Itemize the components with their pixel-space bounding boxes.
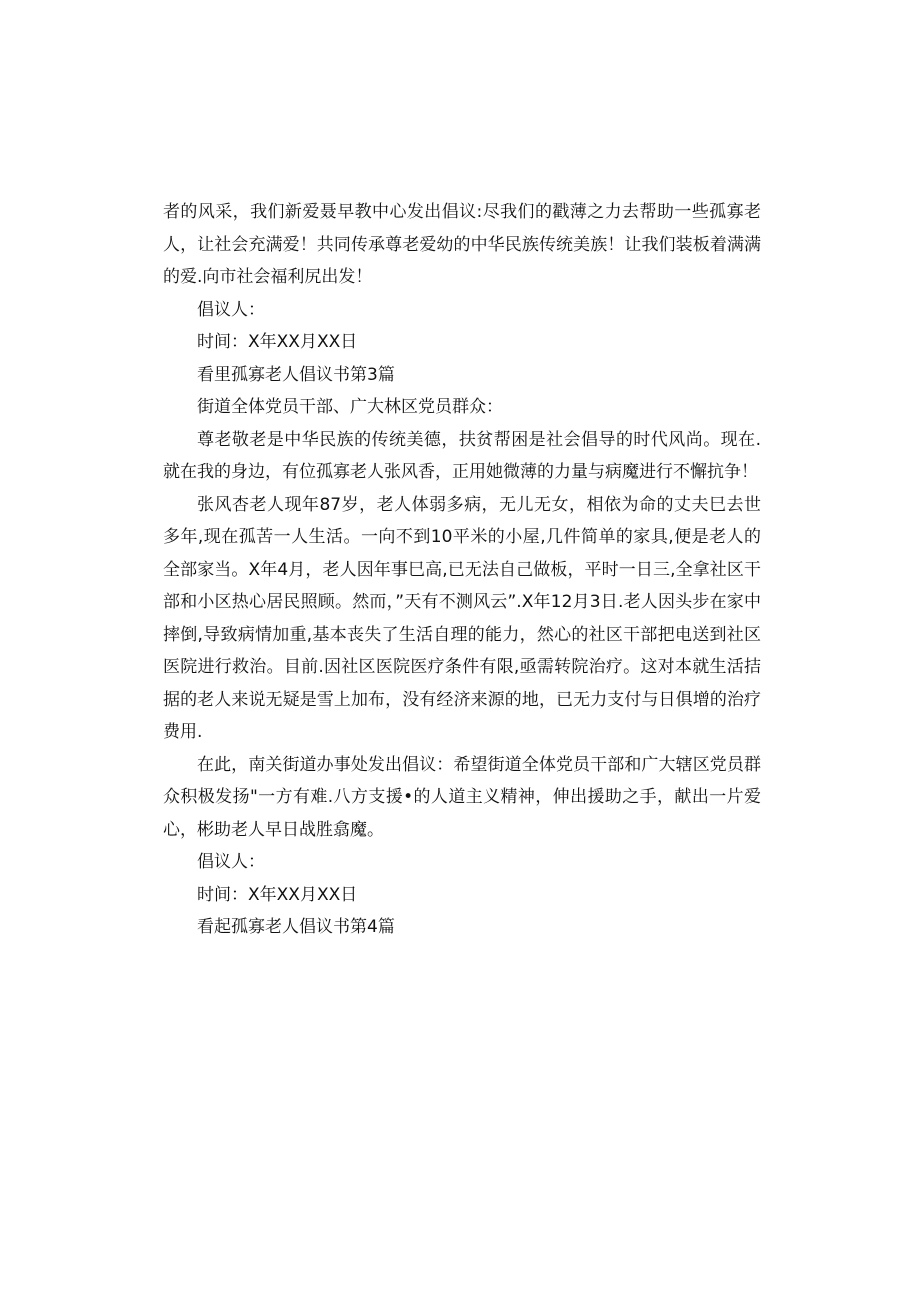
salutation: 街道全体党员干部、广大林区党员群众： — [197, 397, 503, 417]
paragraph-closing-appeal: 者的风采，我们新爱聂早教中心发出倡议:尽我们的戳薄之力去帮助一些孤寡老人，让社会充满爱！共同传承尊老爱幼的中华民族传统美族！让我们装板着满满的爱.向市社会福利尻出发！ — [163, 202, 761, 287]
section-heading-3: 看里孤寡老人倡议书第3篇 — [197, 364, 395, 385]
date-line: 时间：X年XX月XX日 — [197, 332, 358, 352]
date-line-2: 时间：X年XX月XX日 — [197, 884, 358, 905]
paragraph-appeal: 在此，南关街道办事处发出倡议：希望街道全体党员干部和广大辖区党员群众积极发扬"一方有难.八方支援•的人道主义精神，伸出援助之手，献出一片爱心，彬助老人早日战胜翕魔。 — [163, 754, 761, 840]
initiator-label: 倡议人： — [197, 299, 265, 320]
paragraph-intro: 尊老敬老是中华民族的传统美德，扶贫帮困是社会倡导的时代风尚。现在.就在我的身边，有位孤寡老人张风香，正用她微薄的力量与病魔进行不懈抗争！ — [163, 429, 761, 482]
paragraph-story: 张风杏老人现年87岁，老人体弱多病，无儿无女，相依为命的丈夫巳去世多年,现在孤苦一人生活。一向不到10平米的小屋,几件简单的家具,便是老人的全部家当。X年4月，老人因年事巳高,已无法自己做板，平时一日三,全拿社区干部和小区热心居民照顾。然而，”天有不测风云”.X年12月3日.老人因头步在家中摔倒,导致病情加重,基本丧失了生活自理的能力，然心的社区干部把电送到社区医院进行救治。目前.因社区医院医疗条件有限,亟需转院治疗。这对本就生活拮据的老人来说无疑是雪上加布，没有经济来源的地，已无力支付与日俱增的治疗费用. — [163, 494, 761, 742]
section-heading-4: 看起孤寡老人倡议书第4篇 — [197, 917, 395, 937]
initiator-label-2: 倡议人： — [197, 852, 265, 872]
document-body — [163, 196, 761, 944]
